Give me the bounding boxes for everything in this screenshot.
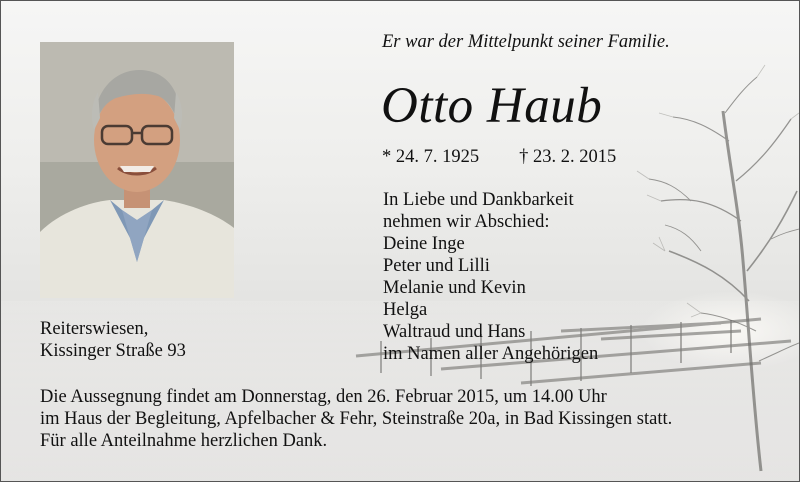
mourners-line: nehmen wir Abschied: — [383, 212, 550, 232]
mourners-line: Deine Inge — [383, 234, 465, 254]
service-line: Für alle Anteilnahme herzlichen Dank. — [40, 431, 328, 451]
portrait-photo — [40, 42, 234, 298]
mourners-list — [383, 189, 598, 365]
service-line: Die Aussegnung findet am Donnerstag, den 26. Februar 2015, um 14.00 Uhr — [40, 387, 607, 407]
mourners-line: Helga — [383, 300, 428, 320]
life-dates — [382, 147, 616, 168]
service-info — [40, 386, 672, 452]
address-line: Reiterswiesen, — [40, 319, 149, 339]
mourners-line: Melanie und Kevin — [383, 278, 526, 298]
mourners-line: Peter und Lilli — [383, 256, 490, 276]
address-line: Kissinger Straße 93 — [40, 341, 186, 361]
service-line: im Haus der Begleitung, Apfelbacher & Fehr, Steinstraße 20a, in Bad Kissingen statt. — [40, 409, 673, 429]
death-date: † 23. 2. 2015 — [519, 147, 617, 167]
deceased-name: Otto Haub — [381, 78, 603, 134]
birth-date: * 24. 7. 1925 — [382, 147, 480, 167]
mourners-line: im Namen aller Angehörigen — [383, 344, 599, 364]
mourners-line: In Liebe und Dankbarkeit — [383, 190, 574, 210]
motto: Er war der Mittelpunkt seiner Familie. — [382, 32, 670, 52]
address — [40, 318, 186, 362]
portrait-icon — [40, 42, 234, 298]
mourners-line: Waltraud und Hans — [383, 322, 526, 342]
